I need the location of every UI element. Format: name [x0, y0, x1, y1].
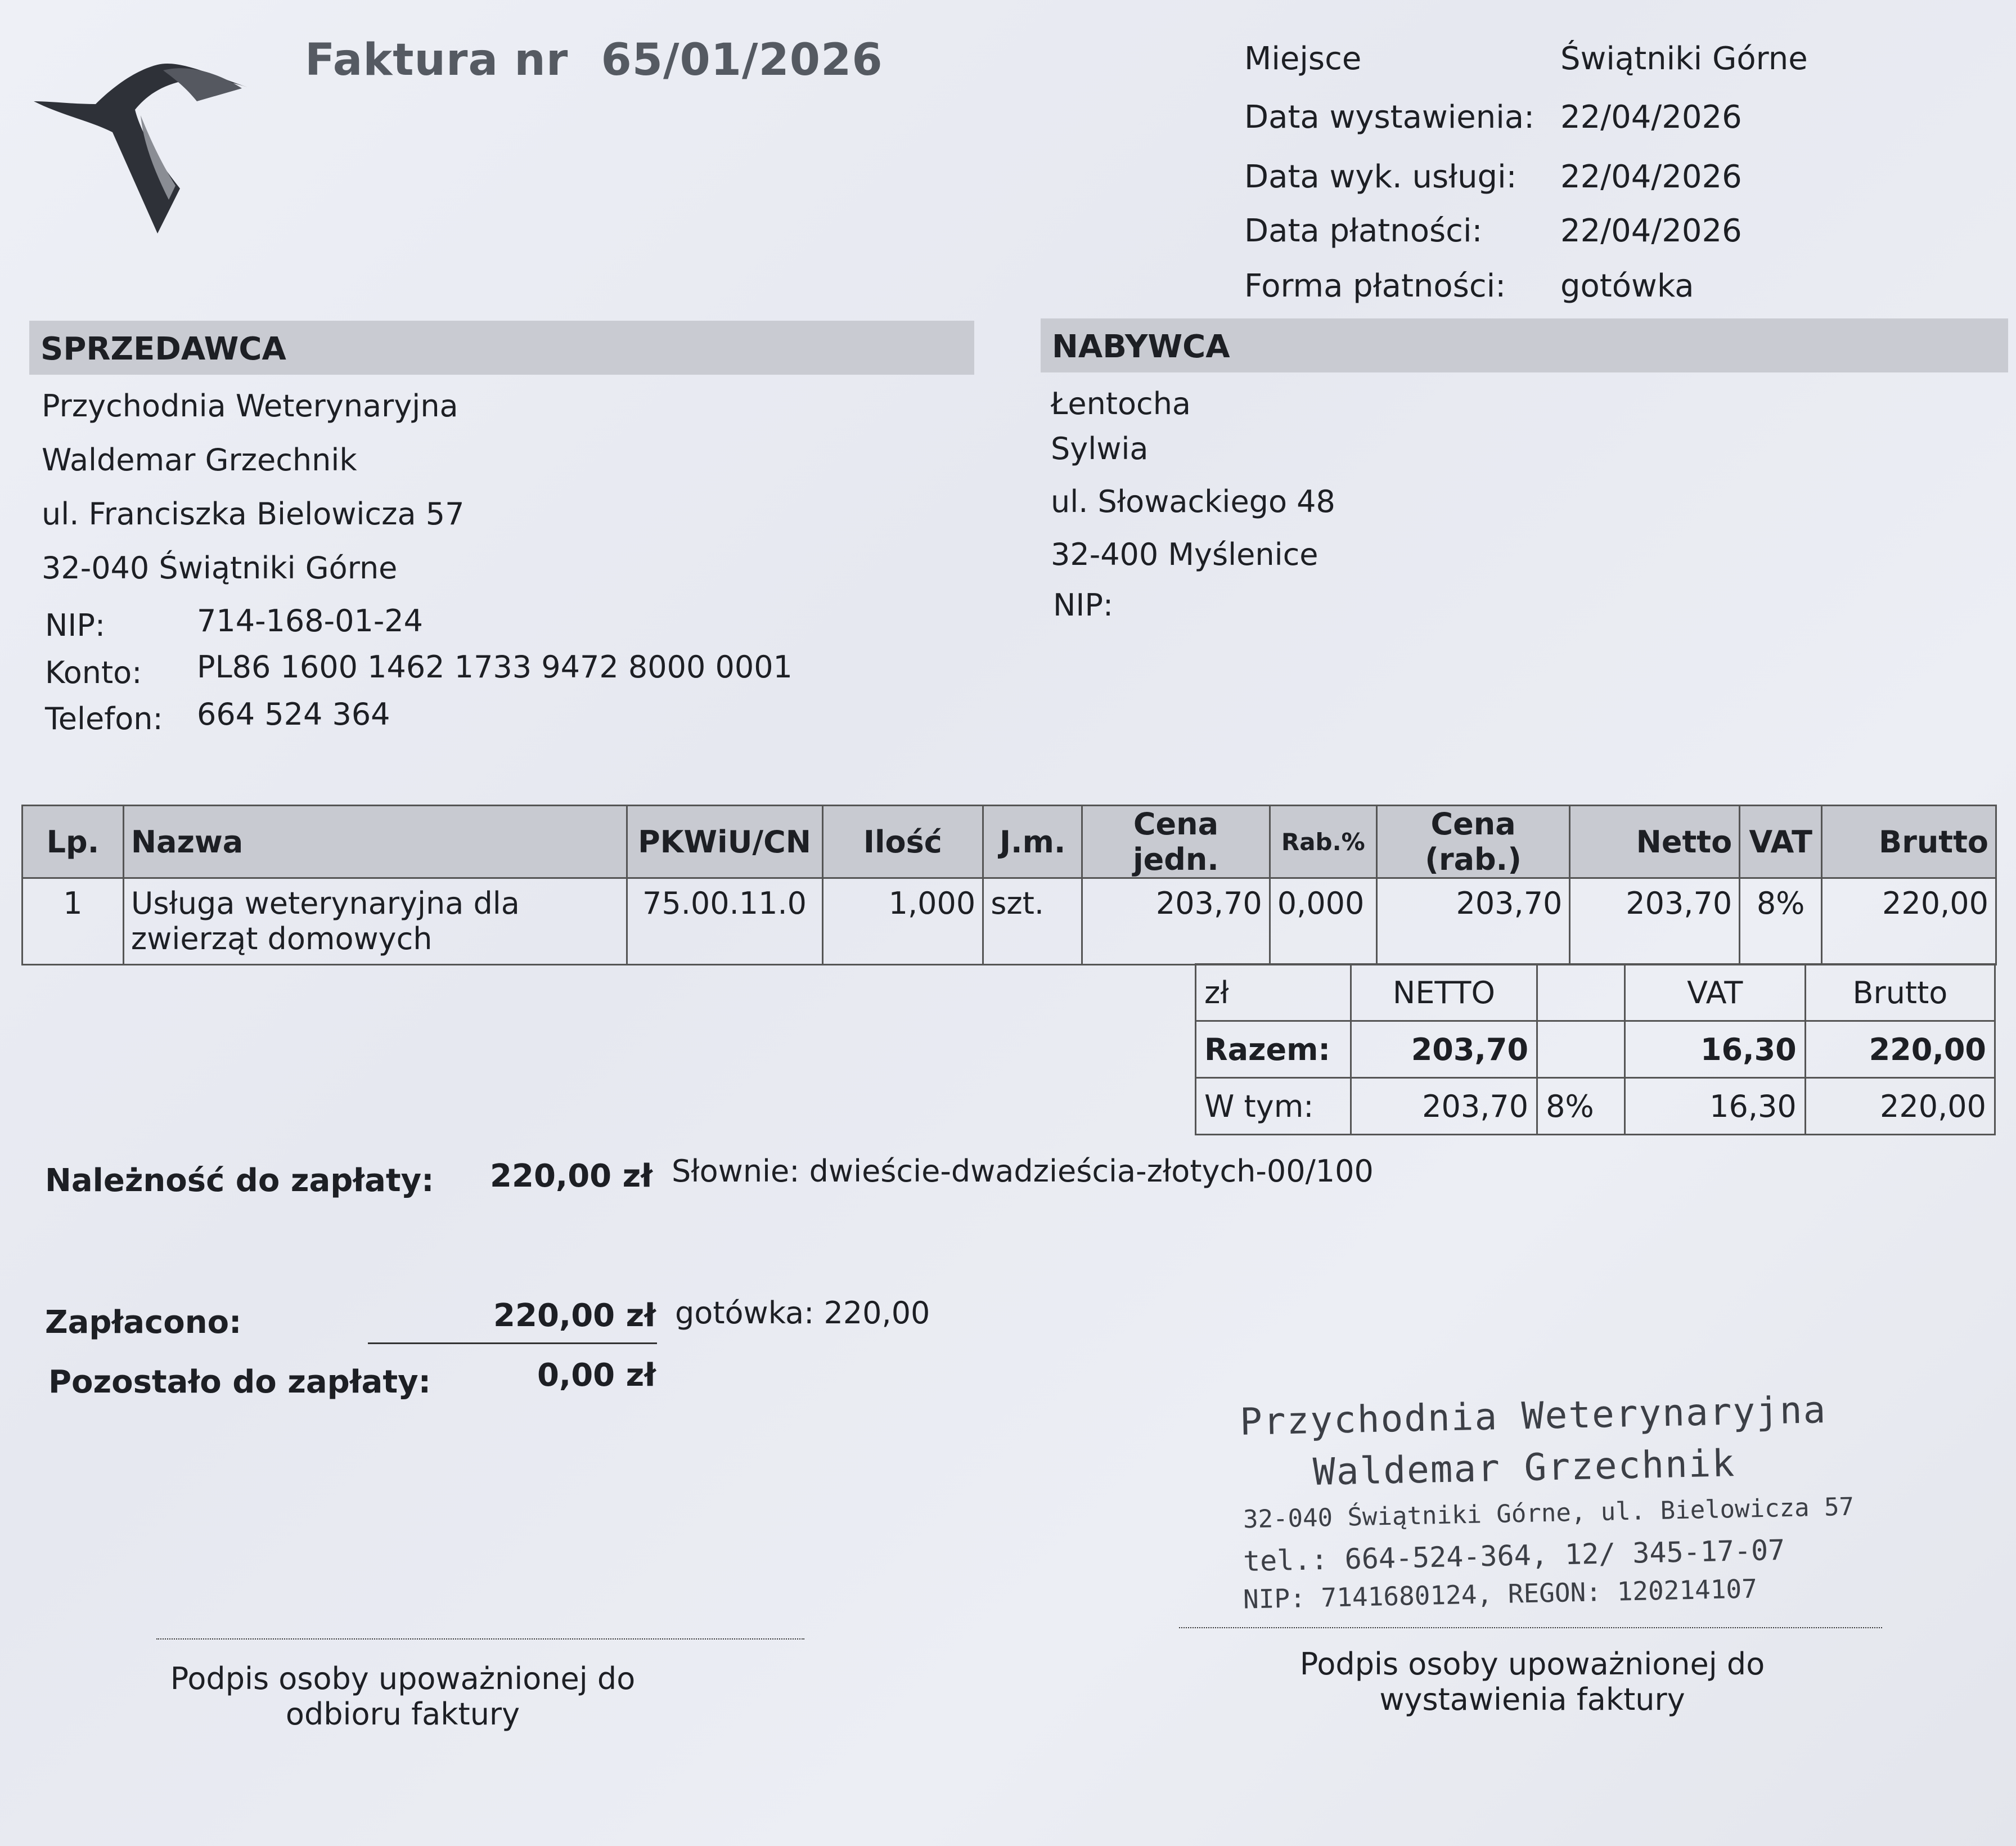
summary-net-header: NETTO: [1351, 964, 1537, 1021]
seller-account-value: PL86 1600 1462 1733 9472 8000 0001: [197, 649, 793, 685]
amount-due-value: 220,00 zł: [490, 1158, 652, 1194]
cell-gross: 220,00: [1822, 878, 1996, 965]
stamp-line5: NIP: 7141680124, REGON: 120214107: [1243, 1573, 1758, 1615]
cell-net: 203,70: [1570, 878, 1740, 965]
buyer-line3: ul. Słowackiego 48: [1051, 484, 1335, 519]
col-net-header: Netto: [1570, 806, 1740, 878]
cell-name-line1: Usługa weterynaryjna dla: [130, 886, 520, 921]
buyer-header-bar: [1041, 318, 2008, 372]
payment-form-value: gotówka: [1560, 268, 1694, 304]
summary-incl-label: W tym:: [1196, 1078, 1351, 1135]
buyer-nip-label: NIP:: [1053, 587, 1114, 623]
paid-value: 220,00 zł: [493, 1297, 656, 1334]
summary-total-vat: 16,30: [1624, 1021, 1805, 1078]
receiver-signature-label: Podpis osoby upoważnionej do odbioru faktury: [170, 1661, 636, 1732]
seller-phone-value: 664 524 364: [197, 697, 390, 732]
issuer-signature-line: [1179, 1627, 1882, 1628]
issue-date-label: Data wystawienia:: [1244, 99, 1534, 136]
remaining-value: 0,00 zł: [537, 1357, 656, 1394]
paid-method: gotówka: 220,00: [675, 1295, 930, 1331]
seller-account-label: Konto:: [45, 655, 142, 690]
col-gross-header: Brutto: [1822, 806, 1996, 878]
col-qty-header: Ilość: [822, 806, 983, 878]
cell-vat: 8%: [1740, 878, 1822, 965]
seller-line4: 32-040 Świątniki Górne: [42, 550, 398, 586]
col-discount-header: Rab.%: [1270, 806, 1376, 878]
payment-date-label: Data płatności:: [1244, 213, 1483, 249]
summary-rate-header: [1537, 964, 1625, 1021]
summary-total-label: Razem:: [1196, 1021, 1351, 1078]
cell-discount: 0,000: [1270, 878, 1376, 965]
summary-incl-rate: 8%: [1537, 1078, 1625, 1135]
col-name-header: Nazwa: [123, 806, 627, 878]
seller-heading: SPRZEDAWCA: [40, 331, 286, 367]
invoice-title-label: Faktura nr: [305, 35, 569, 86]
summary-incl-gross: 220,00: [1805, 1078, 1995, 1135]
stamp-line1: Przychodnia Weterynaryjna: [1239, 1388, 1828, 1444]
summary-header-row: [1196, 964, 1995, 1021]
seller-line3: ul. Franciszka Bielowicza 57: [42, 496, 465, 532]
cell-pkwiu: 75.00.11.0: [627, 878, 822, 965]
seller-nip-label: NIP:: [45, 608, 106, 643]
buyer-heading: NABYWCA: [1052, 329, 1230, 365]
issuer-signature-label: Podpis osoby upoważnionej do wystawienia faktury: [1299, 1646, 1765, 1717]
cell-unit-price: 203,70: [1082, 878, 1270, 965]
cell-qty: 1,000: [822, 878, 983, 965]
summary-incl-row: [1196, 1078, 1995, 1135]
issue-date-value: 22/04/2026: [1560, 99, 1742, 136]
payment-form-label: Forma płatności:: [1244, 268, 1506, 304]
invoice-title: [305, 35, 883, 86]
cell-unit: szt.: [983, 878, 1082, 965]
seller-phone-label: Telefon:: [45, 701, 163, 736]
stamp-line4: tel.: 664-524-364, 12/ 345-17-07: [1243, 1533, 1785, 1578]
cell-name-line2: zwierząt domowych: [130, 921, 433, 956]
buyer-line4: 32-400 Myślenice: [1051, 537, 1318, 572]
amount-in-words: Słownie: dwieście-dwadzieścia-złotych-00/100: [672, 1153, 1374, 1189]
amount-due-label: Należność do zapłaty:: [45, 1162, 434, 1199]
col-unit-price-header: Cena jedn.: [1082, 806, 1270, 878]
place-value: Świątniki Górne: [1560, 41, 1808, 77]
service-date-label: Data wyk. usługi:: [1244, 159, 1517, 195]
stamp-line2: Waldemar Grzechnik: [1312, 1441, 1736, 1494]
cell-discounted-price: 203,70: [1376, 878, 1570, 965]
paid-label: Zapłacono:: [45, 1304, 242, 1341]
summary-vat-header: VAT: [1624, 964, 1805, 1021]
col-pkwiu-header: PKWiU/CN: [627, 806, 822, 878]
vat-summary-table: [1195, 963, 1996, 1135]
table-row: [22, 878, 1996, 965]
col-discounted-price-header: Cena (rab.): [1376, 806, 1570, 878]
receiver-signature-line: [156, 1638, 804, 1640]
stamp-line3: 32-040 Świątniki Górne, ul. Bielowicza 57: [1243, 1492, 1855, 1534]
summary-incl-net: 203,70: [1351, 1078, 1537, 1135]
col-lp-header: Lp.: [22, 806, 124, 878]
service-date-value: 22/04/2026: [1560, 159, 1742, 195]
summary-total-net: 203,70: [1351, 1021, 1537, 1078]
buyer-line2: Sylwia: [1051, 431, 1149, 466]
summary-total-gross: 220,00: [1805, 1021, 1995, 1078]
seller-line1: Przychodnia Weterynaryjna: [42, 388, 458, 424]
cell-name: [123, 878, 627, 965]
summary-total-rate: [1537, 1021, 1625, 1078]
seller-header-bar: [29, 321, 974, 375]
items-table: [21, 805, 1997, 965]
seller-nip-value: 714-168-01-24: [197, 603, 424, 639]
summary-gross-header: Brutto: [1805, 964, 1995, 1021]
col-unit-header: J.m.: [983, 806, 1082, 878]
paid-underline: [368, 1342, 657, 1344]
place-label: Miejsce: [1244, 41, 1362, 77]
clinic-logo-icon: [28, 48, 253, 250]
summary-currency: zł: [1196, 964, 1351, 1021]
remaining-label: Pozostało do zapłaty:: [48, 1364, 431, 1400]
invoice-number: 65/01/2026: [601, 35, 883, 86]
cell-lp: 1: [22, 878, 124, 965]
col-vat-header: VAT: [1740, 806, 1822, 878]
payment-date-value: 22/04/2026: [1560, 213, 1742, 249]
items-header-row: [22, 806, 1996, 878]
summary-total-row: [1196, 1021, 1995, 1078]
seller-line2: Waldemar Grzechnik: [42, 442, 357, 478]
buyer-line1: Łentocha: [1051, 386, 1191, 421]
summary-incl-vat: 16,30: [1624, 1078, 1805, 1135]
